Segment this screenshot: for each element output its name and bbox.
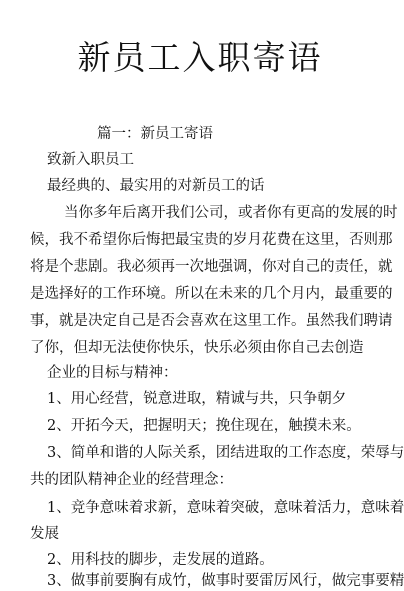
goal-item-1: 1、用心经营，锐意进取，精诚与共，只争朝夕 xyxy=(47,391,347,407)
goals-heading: 企业的目标与精神： xyxy=(47,365,178,381)
paragraph-line-3: 将是个悲剧。我必须再一次地强调，你对自己的责任，就 xyxy=(30,259,393,275)
paragraph-line-6: 了你，但却无法使你快乐，快乐必须由你自己去创造 xyxy=(30,340,364,356)
goal-item-3-continued: 共的团队精神企业的经营理念： xyxy=(30,472,233,488)
philosophy-item-1-continued: 发展 xyxy=(30,526,59,542)
philosophy-item-2: 2、用科技的脚步，走发展的道路。 xyxy=(47,552,274,568)
philosophy-item-3: 3、做事前要胸有成竹，做事时要雷厉风行，做完事要精 xyxy=(47,573,404,589)
goal-item-3: 3、简单和谐的人际关系，团结进取的工作态度，荣辱与 xyxy=(47,445,404,461)
intro-line: 最经典的、最实用的对新员工的话 xyxy=(47,178,265,194)
paragraph-line-4: 是选择好的工作环境。所以在未来的几个月内，最重要的 xyxy=(30,286,393,302)
section-subheading: 篇一：新员工寄语 xyxy=(97,126,213,142)
paragraph-line-1: 当你多年后离开我们公司，或者你有更高的发展的时 xyxy=(64,205,398,221)
paragraph-line-5: 事，就是决定自己是否会喜欢在这里工作。虽然我们聘请 xyxy=(30,313,393,329)
philosophy-item-1: 1、竞争意味着求新，意味着突破，意味着活力，意味着 xyxy=(47,500,404,516)
goal-item-2: 2、开拓今天，把握明天；挽住现在，触摸未来。 xyxy=(47,418,361,434)
paragraph-line-2: 候，我不希望你后悔把最宝贵的岁月花费在这里，否则那 xyxy=(30,232,393,248)
greeting-line: 致新入职员工 xyxy=(47,152,134,168)
document-title: 新员工入职寄语 xyxy=(77,38,323,77)
